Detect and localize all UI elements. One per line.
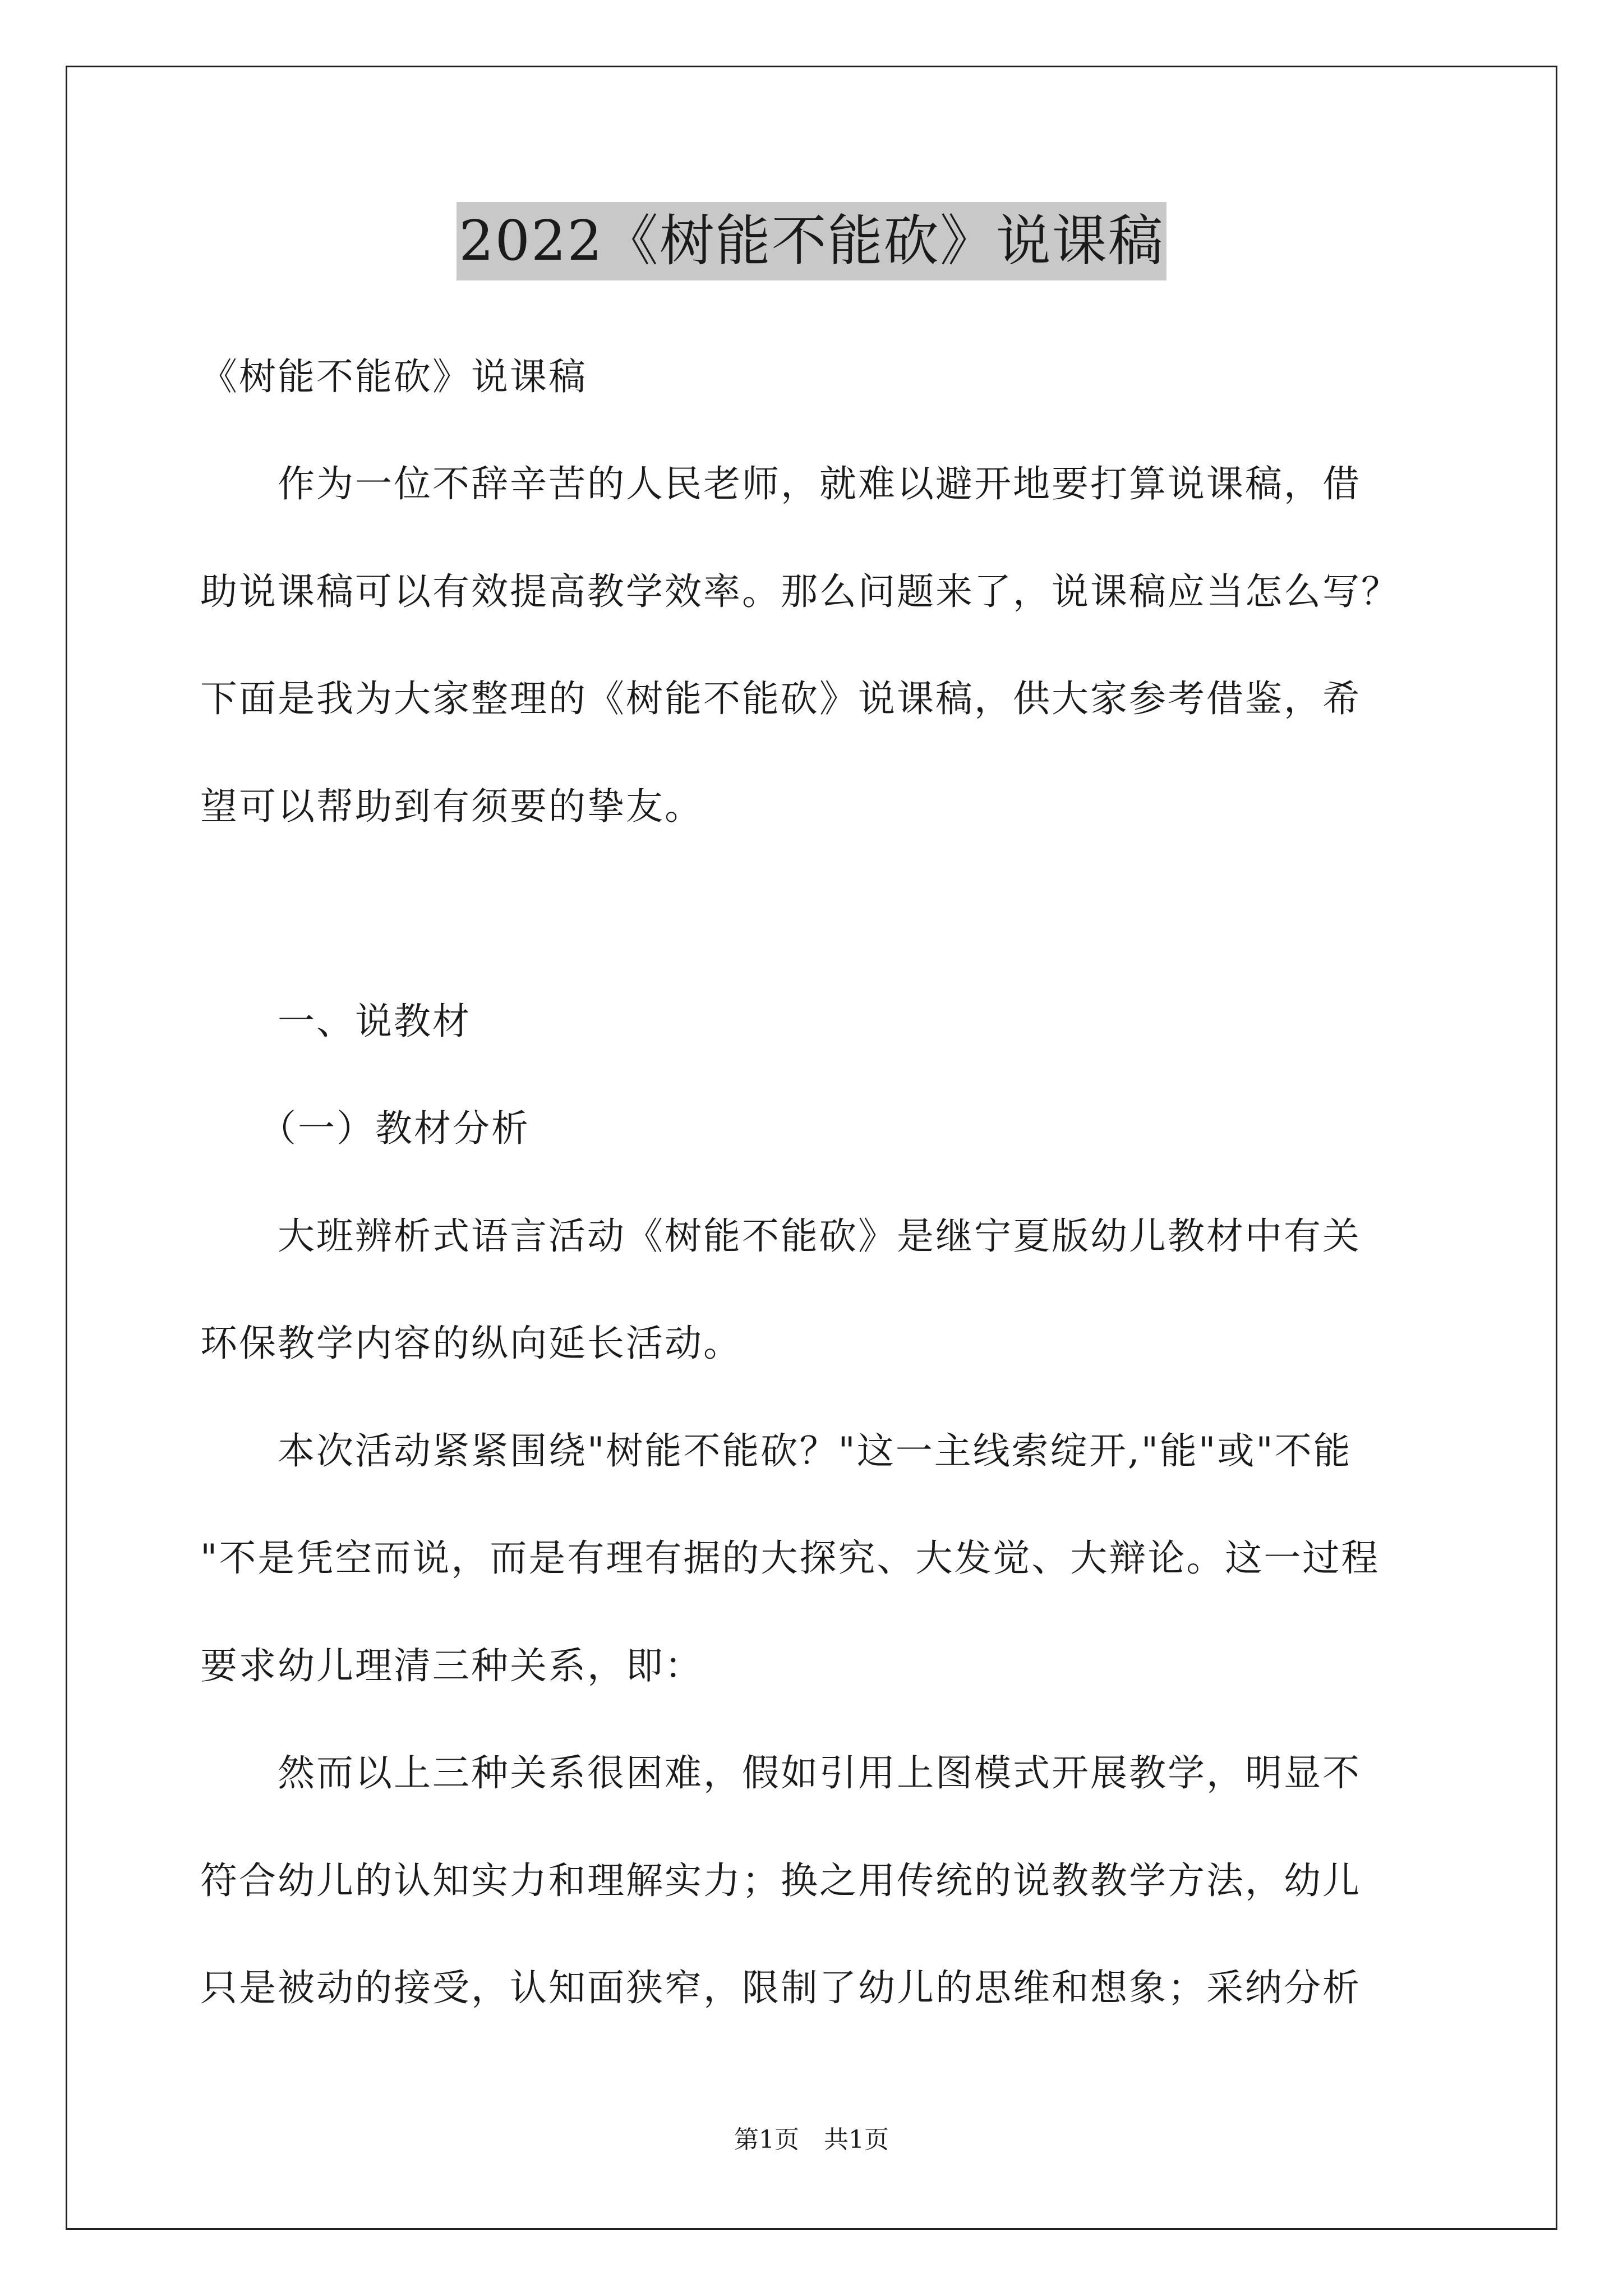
document-title: 2022《树能不能砍》说课稿 xyxy=(457,202,1166,280)
paragraph-line: 大班辨析式语言活动《树能不能砍》是继宁夏版幼儿教材中有关 xyxy=(200,1214,1361,1258)
section-heading: 一、说教材 xyxy=(200,1000,471,1043)
paragraph-line: 望可以帮助到有须要的挚友。 xyxy=(200,785,703,828)
paragraph-line: 本次活动紧紧围绕"树能不能砍？"这一主线索绽开,"能"或"不能 xyxy=(200,1429,1352,1473)
paragraph-line: 下面是我为大家整理的《树能不能砍》说课稿，供大家参考借鉴，希 xyxy=(200,677,1361,720)
page-total: 共1页 xyxy=(824,2125,889,2154)
paragraph-line: 符合幼儿的认知实力和理解实力；换之用传统的说教教学方法，幼儿 xyxy=(200,1859,1361,1902)
page-number: 第1页 xyxy=(734,2125,799,2154)
page-footer xyxy=(0,2123,1623,2157)
paragraph-line: 然而以上三种关系很困难，假如引用上图模式开展教学，明显不 xyxy=(200,1751,1361,1795)
subsection-heading: （一）教材分析 xyxy=(200,1107,530,1150)
paragraph-line: 作为一位不辞辛苦的人民老师，就难以避开地要打算说课稿，借 xyxy=(200,462,1361,505)
subtitle-line: 《树能不能砍》说课稿 xyxy=(200,355,587,398)
paragraph-line: 环保教学内容的纵向延长活动。 xyxy=(200,1322,742,1365)
paragraph-line: "不是凭空而说，而是有理有据的大探究、大发觉、大辩论。这一过程 xyxy=(200,1536,1380,1580)
title-container xyxy=(0,202,1623,280)
paragraph-line: 只是被动的接受，认知面狭窄，限制了幼儿的思维和想象；采纳分析 xyxy=(200,1966,1361,2009)
paragraph-line: 要求幼儿理清三种关系，即： xyxy=(200,1644,703,1687)
paragraph-line: 助说课稿可以有效提高教学效率。那么问题来了，说课稿应当怎么写？ xyxy=(200,570,1400,613)
